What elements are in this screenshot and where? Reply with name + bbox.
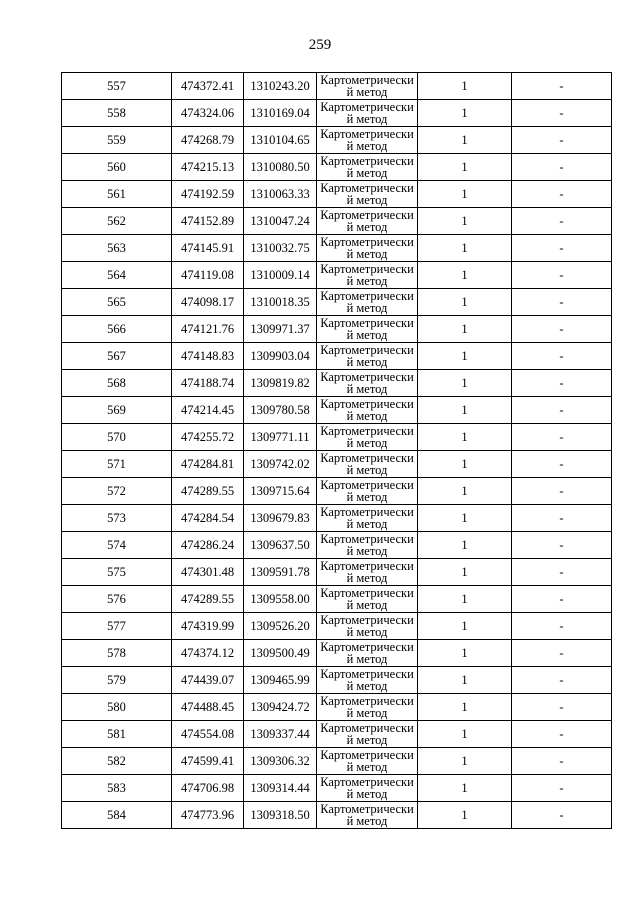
x-coordinate-cell: 474121.76	[172, 316, 244, 343]
y-coordinate-cell: 1309318.50	[244, 802, 317, 829]
note-cell: -	[512, 397, 612, 424]
table-row	[62, 289, 612, 316]
y-coordinate-cell: 1309637.50	[244, 532, 317, 559]
method-cell: Картометрически й метод	[317, 181, 418, 208]
method-cell: Картометрически й метод	[317, 262, 418, 289]
y-coordinate-cell: 1310063.33	[244, 181, 317, 208]
x-coordinate-cell: 474268.79	[172, 127, 244, 154]
y-coordinate-cell: 1309819.82	[244, 370, 317, 397]
x-coordinate-cell: 474301.48	[172, 559, 244, 586]
note-cell: -	[512, 316, 612, 343]
note-cell: -	[512, 667, 612, 694]
x-coordinate-cell: 474773.96	[172, 802, 244, 829]
y-coordinate-cell: 1309591.78	[244, 559, 317, 586]
table-row	[62, 667, 612, 694]
point-number-cell: 561	[62, 181, 172, 208]
point-number-cell: 566	[62, 316, 172, 343]
x-coordinate-cell: 474188.74	[172, 370, 244, 397]
point-number-cell: 560	[62, 154, 172, 181]
y-coordinate-cell: 1309337.44	[244, 721, 317, 748]
y-coordinate-cell: 1310080.50	[244, 154, 317, 181]
note-cell: -	[512, 640, 612, 667]
point-number-cell: 579	[62, 667, 172, 694]
x-coordinate-cell: 474098.17	[172, 289, 244, 316]
note-cell: -	[512, 748, 612, 775]
method-cell: Картометрически й метод	[317, 694, 418, 721]
table-row	[62, 316, 612, 343]
table-row	[62, 181, 612, 208]
accuracy-cell: 1	[418, 775, 512, 802]
accuracy-cell: 1	[418, 478, 512, 505]
method-cell: Картометрически й метод	[317, 208, 418, 235]
accuracy-cell: 1	[418, 316, 512, 343]
accuracy-cell: 1	[418, 154, 512, 181]
y-coordinate-cell: 1309780.58	[244, 397, 317, 424]
x-coordinate-cell: 474119.08	[172, 262, 244, 289]
x-coordinate-cell: 474319.99	[172, 613, 244, 640]
point-number-cell: 584	[62, 802, 172, 829]
method-cell: Картометрически й метод	[317, 100, 418, 127]
table-row	[62, 478, 612, 505]
x-coordinate-cell: 474148.83	[172, 343, 244, 370]
x-coordinate-cell: 474284.54	[172, 505, 244, 532]
method-cell: Картометрически й метод	[317, 748, 418, 775]
table-row	[62, 235, 612, 262]
note-cell: -	[512, 586, 612, 613]
accuracy-cell: 1	[418, 802, 512, 829]
point-number-cell: 573	[62, 505, 172, 532]
y-coordinate-cell: 1309500.49	[244, 640, 317, 667]
table-row	[62, 694, 612, 721]
accuracy-cell: 1	[418, 397, 512, 424]
y-coordinate-cell: 1309903.04	[244, 343, 317, 370]
table-row	[62, 748, 612, 775]
point-number-cell: 564	[62, 262, 172, 289]
table-row	[62, 640, 612, 667]
page-number: 259	[308, 37, 332, 53]
method-cell: Картометрически й метод	[317, 613, 418, 640]
accuracy-cell: 1	[418, 559, 512, 586]
y-coordinate-cell: 1310243.20	[244, 73, 317, 100]
x-coordinate-cell: 474255.72	[172, 424, 244, 451]
x-coordinate-cell: 474215.13	[172, 154, 244, 181]
point-number-cell: 562	[62, 208, 172, 235]
note-cell: -	[512, 127, 612, 154]
accuracy-cell: 1	[418, 181, 512, 208]
y-coordinate-cell: 1309679.83	[244, 505, 317, 532]
table-row	[62, 802, 612, 829]
x-coordinate-cell: 474284.81	[172, 451, 244, 478]
point-number-cell: 581	[62, 721, 172, 748]
y-coordinate-cell: 1309715.64	[244, 478, 317, 505]
note-cell: -	[512, 235, 612, 262]
x-coordinate-cell: 474554.08	[172, 721, 244, 748]
x-coordinate-cell: 474289.55	[172, 586, 244, 613]
y-coordinate-cell: 1309742.02	[244, 451, 317, 478]
point-number-cell: 565	[62, 289, 172, 316]
method-cell: Картометрически й метод	[317, 289, 418, 316]
y-coordinate-cell: 1309558.00	[244, 586, 317, 613]
note-cell: -	[512, 694, 612, 721]
point-number-cell: 576	[62, 586, 172, 613]
table-row	[62, 262, 612, 289]
method-cell: Картометрически й метод	[317, 478, 418, 505]
method-cell: Картометрически й метод	[317, 343, 418, 370]
method-cell: Картометрически й метод	[317, 532, 418, 559]
table-row	[62, 613, 612, 640]
accuracy-cell: 1	[418, 640, 512, 667]
method-cell: Картометрически й метод	[317, 397, 418, 424]
note-cell: -	[512, 532, 612, 559]
point-number-cell: 567	[62, 343, 172, 370]
y-coordinate-cell: 1309306.32	[244, 748, 317, 775]
accuracy-cell: 1	[418, 451, 512, 478]
note-cell: -	[512, 505, 612, 532]
table-row	[62, 775, 612, 802]
method-cell: Картометрически й метод	[317, 316, 418, 343]
note-cell: -	[512, 343, 612, 370]
accuracy-cell: 1	[418, 208, 512, 235]
point-number-cell: 574	[62, 532, 172, 559]
table-row	[62, 397, 612, 424]
accuracy-cell: 1	[418, 424, 512, 451]
table-row	[62, 505, 612, 532]
method-cell: Картометрически й метод	[317, 559, 418, 586]
point-number-cell: 577	[62, 613, 172, 640]
point-number-cell: 563	[62, 235, 172, 262]
x-coordinate-cell: 474372.41	[172, 73, 244, 100]
y-coordinate-cell: 1310104.65	[244, 127, 317, 154]
x-coordinate-cell: 474286.24	[172, 532, 244, 559]
method-cell: Картометрически й метод	[317, 127, 418, 154]
note-cell: -	[512, 154, 612, 181]
x-coordinate-cell: 474289.55	[172, 478, 244, 505]
note-cell: -	[512, 451, 612, 478]
table-row	[62, 100, 612, 127]
accuracy-cell: 1	[418, 100, 512, 127]
point-number-cell: 558	[62, 100, 172, 127]
accuracy-cell: 1	[418, 262, 512, 289]
table-row	[62, 586, 612, 613]
point-number-cell: 578	[62, 640, 172, 667]
x-coordinate-cell: 474439.07	[172, 667, 244, 694]
table-row	[62, 721, 612, 748]
y-coordinate-cell: 1310018.35	[244, 289, 317, 316]
accuracy-cell: 1	[418, 721, 512, 748]
y-coordinate-cell: 1309971.37	[244, 316, 317, 343]
point-number-cell: 583	[62, 775, 172, 802]
point-number-cell: 582	[62, 748, 172, 775]
method-cell: Картометрически й метод	[317, 775, 418, 802]
y-coordinate-cell: 1310009.14	[244, 262, 317, 289]
table-row	[62, 208, 612, 235]
point-number-cell: 575	[62, 559, 172, 586]
point-number-cell: 571	[62, 451, 172, 478]
accuracy-cell: 1	[418, 127, 512, 154]
note-cell: -	[512, 208, 612, 235]
accuracy-cell: 1	[418, 343, 512, 370]
accuracy-cell: 1	[418, 748, 512, 775]
accuracy-cell: 1	[418, 532, 512, 559]
table-row	[62, 127, 612, 154]
note-cell: -	[512, 424, 612, 451]
note-cell: -	[512, 802, 612, 829]
note-cell: -	[512, 262, 612, 289]
coordinates-table	[61, 72, 612, 829]
point-number-cell: 572	[62, 478, 172, 505]
method-cell: Картометрически й метод	[317, 721, 418, 748]
point-number-cell: 580	[62, 694, 172, 721]
point-number-cell: 557	[62, 73, 172, 100]
note-cell: -	[512, 775, 612, 802]
table-row	[62, 370, 612, 397]
accuracy-cell: 1	[418, 235, 512, 262]
table-row	[62, 559, 612, 586]
method-cell: Картометрически й метод	[317, 154, 418, 181]
x-coordinate-cell: 474599.41	[172, 748, 244, 775]
method-cell: Картометрически й метод	[317, 424, 418, 451]
x-coordinate-cell: 474214.45	[172, 397, 244, 424]
method-cell: Картометрически й метод	[317, 451, 418, 478]
table-row	[62, 532, 612, 559]
method-cell: Картометрически й метод	[317, 235, 418, 262]
accuracy-cell: 1	[418, 613, 512, 640]
table-row	[62, 343, 612, 370]
point-number-cell: 570	[62, 424, 172, 451]
accuracy-cell: 1	[418, 73, 512, 100]
accuracy-cell: 1	[418, 667, 512, 694]
accuracy-cell: 1	[418, 505, 512, 532]
note-cell: -	[512, 73, 612, 100]
y-coordinate-cell: 1310047.24	[244, 208, 317, 235]
x-coordinate-cell: 474374.12	[172, 640, 244, 667]
y-coordinate-cell: 1310032.75	[244, 235, 317, 262]
x-coordinate-cell: 474192.59	[172, 181, 244, 208]
y-coordinate-cell: 1309526.20	[244, 613, 317, 640]
y-coordinate-cell: 1309465.99	[244, 667, 317, 694]
coordinates-table-body	[62, 73, 612, 829]
x-coordinate-cell: 474488.45	[172, 694, 244, 721]
x-coordinate-cell: 474706.98	[172, 775, 244, 802]
note-cell: -	[512, 478, 612, 505]
accuracy-cell: 1	[418, 289, 512, 316]
y-coordinate-cell: 1309314.44	[244, 775, 317, 802]
point-number-cell: 559	[62, 127, 172, 154]
note-cell: -	[512, 181, 612, 208]
method-cell: Картометрически й метод	[317, 802, 418, 829]
accuracy-cell: 1	[418, 370, 512, 397]
method-cell: Картометрически й метод	[317, 505, 418, 532]
y-coordinate-cell: 1309771.11	[244, 424, 317, 451]
note-cell: -	[512, 613, 612, 640]
x-coordinate-cell: 474324.06	[172, 100, 244, 127]
table-row	[62, 73, 612, 100]
table-row	[62, 424, 612, 451]
method-cell: Картометрически й метод	[317, 586, 418, 613]
method-cell: Картометрически й метод	[317, 73, 418, 100]
method-cell: Картометрически й метод	[317, 370, 418, 397]
point-number-cell: 568	[62, 370, 172, 397]
accuracy-cell: 1	[418, 694, 512, 721]
point-number-cell: 569	[62, 397, 172, 424]
x-coordinate-cell: 474145.91	[172, 235, 244, 262]
note-cell: -	[512, 559, 612, 586]
y-coordinate-cell: 1310169.04	[244, 100, 317, 127]
y-coordinate-cell: 1309424.72	[244, 694, 317, 721]
note-cell: -	[512, 100, 612, 127]
method-cell: Картометрически й метод	[317, 667, 418, 694]
note-cell: -	[512, 370, 612, 397]
x-coordinate-cell: 474152.89	[172, 208, 244, 235]
note-cell: -	[512, 721, 612, 748]
method-cell: Картометрически й метод	[317, 640, 418, 667]
accuracy-cell: 1	[418, 586, 512, 613]
table-row	[62, 451, 612, 478]
note-cell: -	[512, 289, 612, 316]
table-row	[62, 154, 612, 181]
